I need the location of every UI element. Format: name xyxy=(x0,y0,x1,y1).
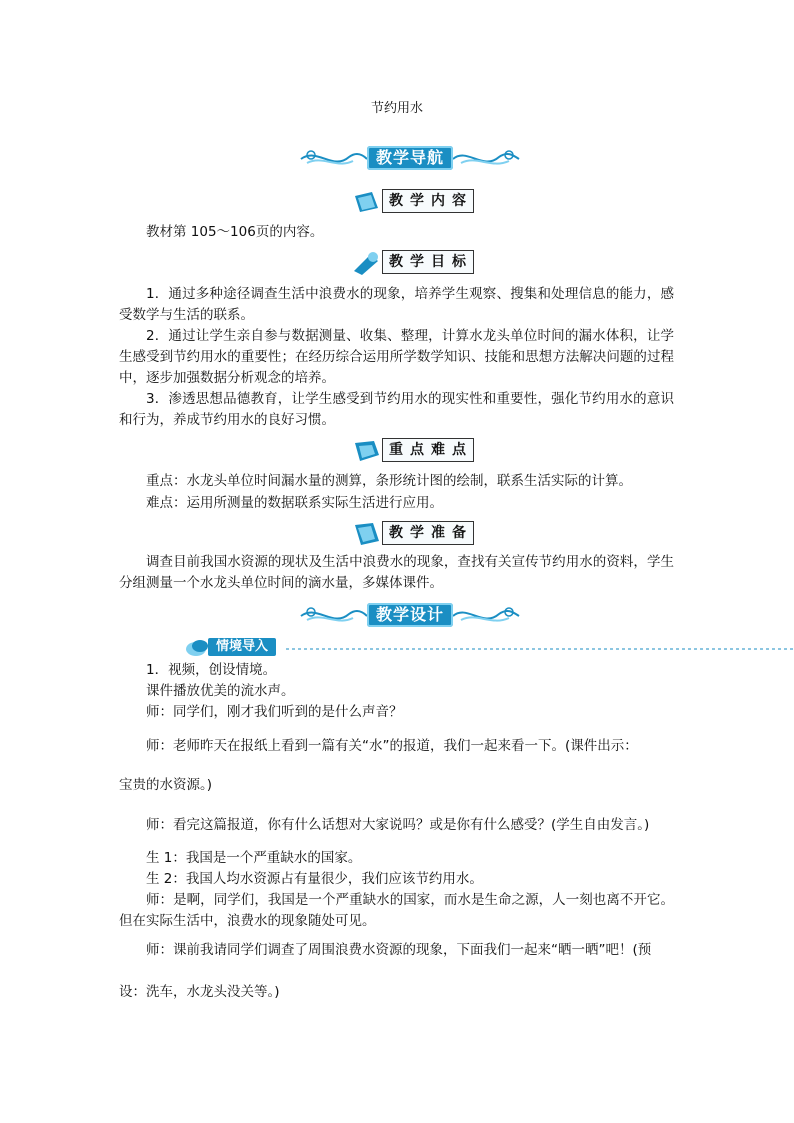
design-line-1: 1．视频，创设情境。 xyxy=(146,662,277,678)
content-text: 教材第 105～106页的内容。 xyxy=(146,224,324,240)
prep-text: 调查目前我国水资源的现状及生活中浪费水的现象，查找有关宣传节约用水的资料，学生分组测量一个水龙头单位时间的滴水量，多媒体课件。 xyxy=(119,554,674,591)
banner-teaching-nav xyxy=(297,143,523,175)
design-line-4a: 师：老师昨天在报纸上看到一篇有关“水”的报道，我们一起来看一下。(课件出示： xyxy=(146,738,638,754)
design-line-9a: 师：课前我请同学们调查了周围浪费水资源的现象，下面我们一起来“晒一晒”吧！(预 xyxy=(146,942,652,958)
box-heading-label: 教学内容 xyxy=(382,189,474,213)
goal-item-1: 1．通过多种途径调查生活中浪费水的现象，培养学生观察、搜集和处理信息的能力，感受数学与生活的联系。 xyxy=(119,286,674,323)
box-heading-label: 教学准备 xyxy=(382,521,474,545)
book-icon xyxy=(352,188,382,214)
page-title: 节约用水 xyxy=(370,101,423,116)
design-line-6: 生 1：我国是一个严重缺水的国家。 xyxy=(146,850,362,866)
box-heading-label: 重点难点 xyxy=(382,438,474,462)
design-line-2: 课件播放优美的流水声。 xyxy=(146,683,295,699)
key-point-text: 重点：水龙头单位时间漏水量的测算，条形统计图的绘制，联系生活实际的计算。 xyxy=(146,473,632,489)
flag-icon xyxy=(352,249,382,275)
tag-label: 情境导入 xyxy=(208,638,276,656)
design-line-8: 师：是啊，同学们，我国是一个严重缺水的国家，而水是生命之源，人一刻也离不开它。但在实际生活中，浪费水的现象随处可见。 xyxy=(119,892,674,929)
goal-item-2: 2．通过让学生亲自参与数据测量、收集、整理，计算水龙头单位时间的漏水体积，让学生感受到节约用水的重要性；在经历综合运用所学数学知识、技能和思想方法解决问题的过程中，逐步加强数据分析观念的培养。 xyxy=(119,328,674,386)
goal-item-3: 3．渗透思想品德教育，让学生感受到节约用水的现实性和重要性，强化节约用水的意识和行为，养成节约用水的良好习惯。 xyxy=(119,391,674,428)
design-line-4b: 宝贵的水资源。) xyxy=(119,777,213,793)
difficult-point-text: 难点：运用所测量的数据联系实际生活进行应用。 xyxy=(146,495,443,511)
notebook-icon xyxy=(352,520,382,546)
folder-icon xyxy=(352,437,382,463)
design-line-7: 生 2：我国人均水资源占有量很少，我们应该节约用水。 xyxy=(146,871,483,887)
design-line-9b: 设：洗车，水龙头没关等。) xyxy=(119,984,280,1000)
box-heading-label: 教学目标 xyxy=(382,250,474,274)
banner-title: 教学导航 xyxy=(367,146,453,170)
design-line-3: 师：同学们，刚才我们听到的是什么声音？ xyxy=(146,704,403,720)
dashed-divider xyxy=(286,646,794,652)
banner-teaching-design xyxy=(297,600,523,632)
design-line-5: 师：看完这篇报道，你有什么话想对大家说吗？或是你有什么感受？(学生自由发言。) xyxy=(146,817,650,833)
banner-title: 教学设计 xyxy=(367,603,453,627)
